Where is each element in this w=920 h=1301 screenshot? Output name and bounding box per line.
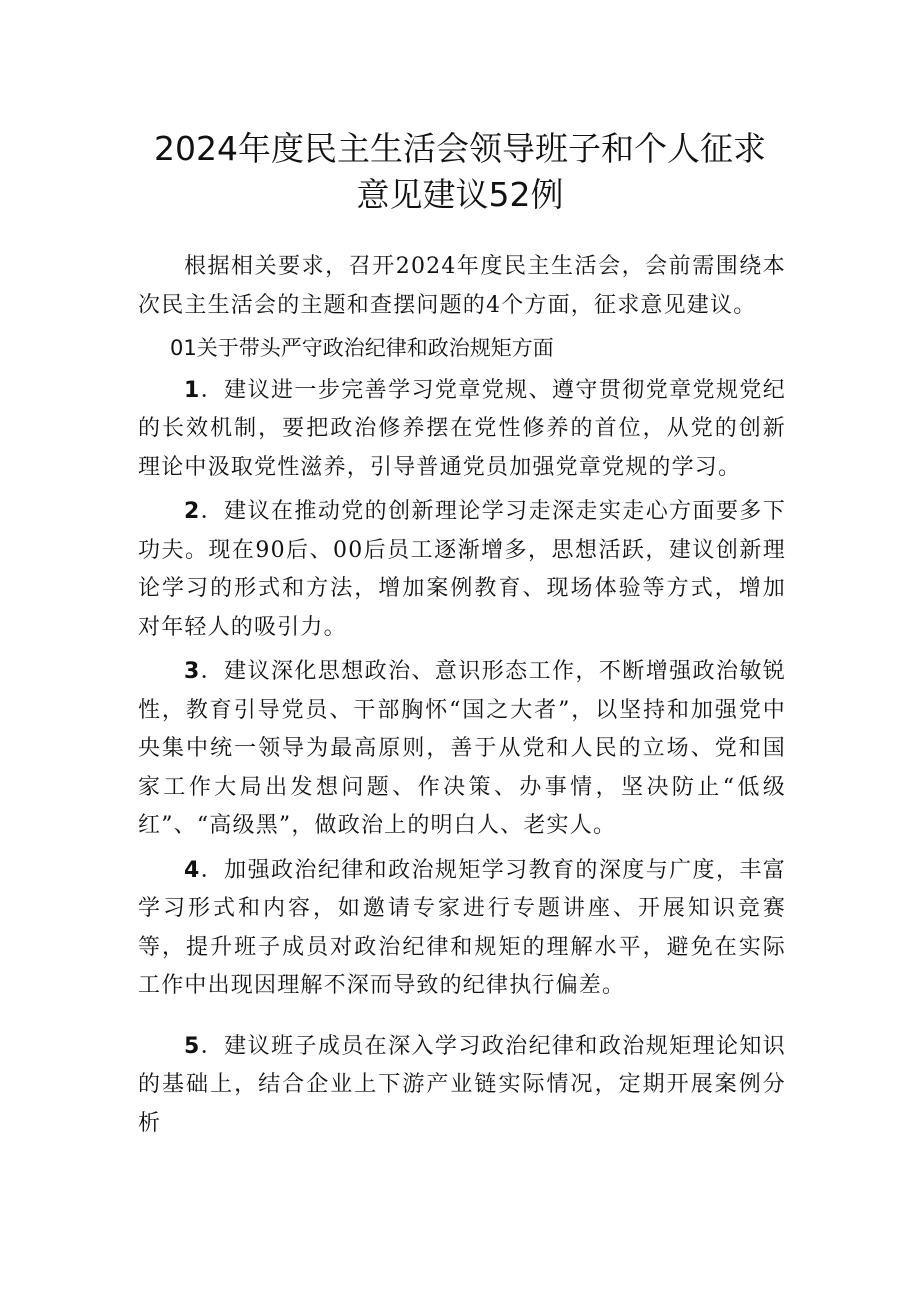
item-4-text: ．加强政治纪律和政治规矩学习教育的深度与广度，丰富学习形式和内容，如邀请专家进行专题讲座、开展知识竞赛等，提升班子成员对政治纪律和规矩的理解水平，避免在实际工作中出现因理解不深而导致的纪律执行偏差。 (138, 857, 786, 998)
document-body (138, 248, 786, 1143)
item-2-text: ．建议在推动党的创新理论学习走深走实走心方面要多下功夫。现在90后、00后员工逐渐增多，思想活跃，建议创新理论学习的形式和方法，增加案例教育、现场体验等方式，增加对年轻人的吸引力。 (138, 499, 786, 640)
title-line-1: 2024年度民主生活会领导班子和个人征求 (154, 129, 766, 168)
item-3-text: ．建议深化思想政治、意识形态工作，不断增强政治敏锐性，教育引导党员、干部胸怀“国之大者”，以坚持和加强党中央集中统一领导为最高原则，善于从党和人民的立场、党和国家工作大局出发想问题、作决策、办事情，坚决防止“低级红”、“高级黑”，做政治上的明白人、老实人。 (138, 659, 786, 838)
title-line-2: 意见建议52例 (356, 175, 564, 214)
item-1-number: 1 (184, 377, 201, 403)
document-title (100, 126, 820, 218)
item-3 (138, 653, 786, 846)
item-5 (138, 1028, 786, 1144)
item-5-text: ．建议班子成员在深入学习政治纪律和政治规矩理论知识的基础上，结合企业上下游产业链实际情况，定期开展案例分析 (138, 1033, 786, 1136)
intro-paragraph: 根据相关要求，召开2024年度民主生活会，会前需围绕本次民主生活会的主题和查摆问题的4个方面，征求意见建议。 (138, 254, 786, 318)
item-4-number: 4 (184, 857, 201, 883)
item-1 (138, 372, 786, 488)
item-3-number: 3 (184, 659, 201, 684)
item-2-number: 2 (184, 499, 201, 524)
item-5-number: 5 (184, 1033, 201, 1059)
item-1-text: ．建议进一步完善学习党章党规、遵守贯彻党章党规党纪的长效机制，要把政治修养摆在党性修养的首位，从党的创新理论中汲取党性滋养，引导普通党员加强党章党规的学习。 (138, 377, 786, 480)
section-heading: 01关于带头严守政治纪律和政治规矩方面 (170, 336, 554, 360)
item-4 (138, 852, 786, 1006)
item-2 (138, 493, 786, 647)
